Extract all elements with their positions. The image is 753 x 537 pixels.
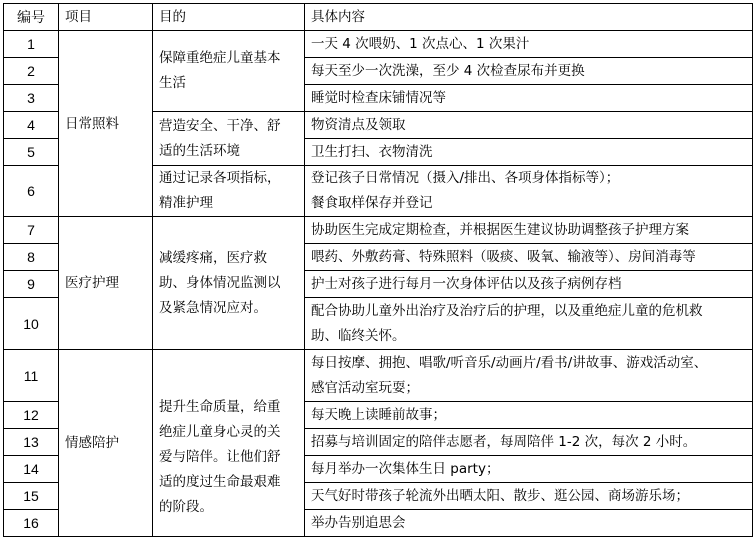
row-content: 物资清点及领取 [305, 112, 753, 139]
purpose-line: 适的生活环境 [159, 142, 240, 159]
row-number: 6 [4, 166, 59, 217]
row-number: 15 [4, 483, 59, 510]
row-content: 招募与培训固定的陪伴志愿者，每周陪伴 1-2 次，每次 2 小时。 [305, 429, 753, 456]
content-line: 每日按摩、拥抱、唱歌/听音乐/动画片/看书/讲故事、游戏活动室、 [311, 354, 708, 371]
header-purpose: 目的 [153, 4, 305, 31]
row-content: 睡觉时检查床铺情况等 [305, 85, 753, 112]
row-content: 举办告别追思会 [305, 510, 753, 537]
content-line: 登记孩子日常情况（摄入/排出、各项身体指标等）； [311, 170, 620, 186]
purpose-line: 及紧急情况应对。 [159, 299, 267, 316]
row-content [305, 166, 753, 217]
row-content: 每天至少一次洗澡，至少 4 次检查尿布并更换 [305, 58, 753, 85]
row-content: 一天 4 次喂奶、1 次点心、1 次果汁 [305, 31, 753, 58]
purpose-line: 保障重绝症儿童基本 [159, 50, 281, 66]
header-category: 项目 [59, 4, 153, 31]
purpose-line: 营造安全、干净、舒 [159, 117, 281, 134]
header-content: 具体内容 [305, 4, 753, 31]
row-number: 10 [4, 298, 59, 350]
table-row [4, 217, 753, 244]
category-emotional-care: 情感陪护 [59, 350, 153, 537]
row-number: 4 [4, 112, 59, 139]
row-content [305, 350, 753, 402]
content-line: 餐食取样保存并登记 [311, 195, 433, 211]
purpose-line: 减缓疼痛，医疗救 [159, 249, 267, 266]
header-number: 编号 [4, 4, 59, 31]
row-content: 天气好时带孩子轮流外出晒太阳、散步、逛公园、商场游乐场； [305, 483, 753, 510]
purpose-line: 通过记录各项指标， [159, 170, 281, 186]
purpose-line: 提升生命质量，给重 [159, 398, 281, 415]
row-content: 协助医生完成定期检查，并根据医生建议协助调整孩子护理方案 [305, 217, 753, 244]
purpose-line: 助、身体情况监测以 [159, 274, 281, 291]
purpose-records [153, 166, 305, 217]
row-number: 1 [4, 31, 59, 58]
table-row [4, 350, 753, 402]
row-number: 3 [4, 85, 59, 112]
content-line: 感官活动室玩耍； [311, 379, 419, 396]
purpose-line: 的阶段。 [159, 498, 213, 515]
header-row [4, 4, 753, 31]
purpose-line: 适的度过生命最艰难 [159, 473, 281, 490]
row-content: 卫生打扫、衣物清洗 [305, 139, 753, 166]
row-content [305, 298, 753, 350]
purpose-environment [153, 112, 305, 166]
purpose-line: 爱与陪伴。让他们舒 [159, 448, 281, 465]
row-number: 13 [4, 429, 59, 456]
row-number: 7 [4, 217, 59, 244]
category-medical-care: 医疗护理 [59, 217, 153, 350]
content-line: 配合协助儿童外出治疗及治疗后的护理，以及重绝症儿童的危机救 [311, 302, 703, 319]
row-number: 8 [4, 244, 59, 271]
row-number: 5 [4, 139, 59, 166]
row-content: 每天晚上读睡前故事； [305, 402, 753, 429]
care-plan-table [3, 3, 753, 537]
purpose-medical [153, 217, 305, 350]
purpose-line: 绝症儿童身心灵的关 [159, 423, 281, 440]
purpose-line: 生活 [159, 75, 186, 91]
purpose-line: 精准护理 [159, 195, 213, 211]
row-number: 12 [4, 402, 59, 429]
row-number: 16 [4, 510, 59, 537]
category-daily-care: 日常照料 [59, 31, 153, 217]
table-row [4, 31, 753, 58]
purpose-basic-life [153, 31, 305, 112]
row-content: 喂药、外敷药膏、特殊照料（吸痰、吸氧、输液等）、房间消毒等 [305, 244, 753, 271]
row-number: 9 [4, 271, 59, 298]
content-line: 助、临终关怀。 [311, 327, 406, 344]
row-content: 护士对孩子进行每月一次身体评估以及孩子病例存档 [305, 271, 753, 298]
row-number: 11 [4, 350, 59, 402]
row-content: 每月举办一次集体生日 party； [305, 456, 753, 483]
row-number: 14 [4, 456, 59, 483]
purpose-emotional [153, 350, 305, 537]
row-number: 2 [4, 58, 59, 85]
